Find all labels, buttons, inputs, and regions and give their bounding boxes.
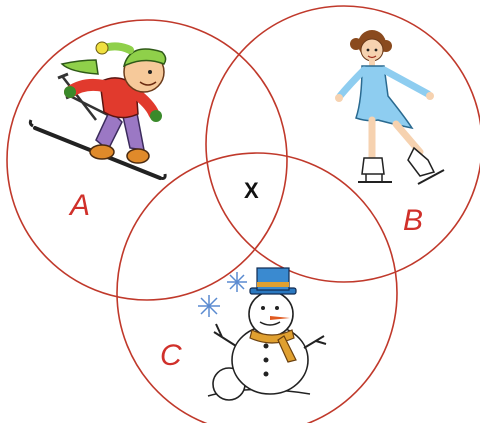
snowflake-icon [198,295,220,317]
circle-b [206,6,480,282]
set-a-label: A [70,189,91,222]
skier-icon [30,42,165,179]
snowflake-icon [227,272,247,292]
set-b-label: B [403,204,424,237]
set-c-label: C [160,339,182,372]
snowman-icon [198,268,326,400]
intersection-label: X [244,178,259,203]
ice-skater-icon [335,30,444,184]
